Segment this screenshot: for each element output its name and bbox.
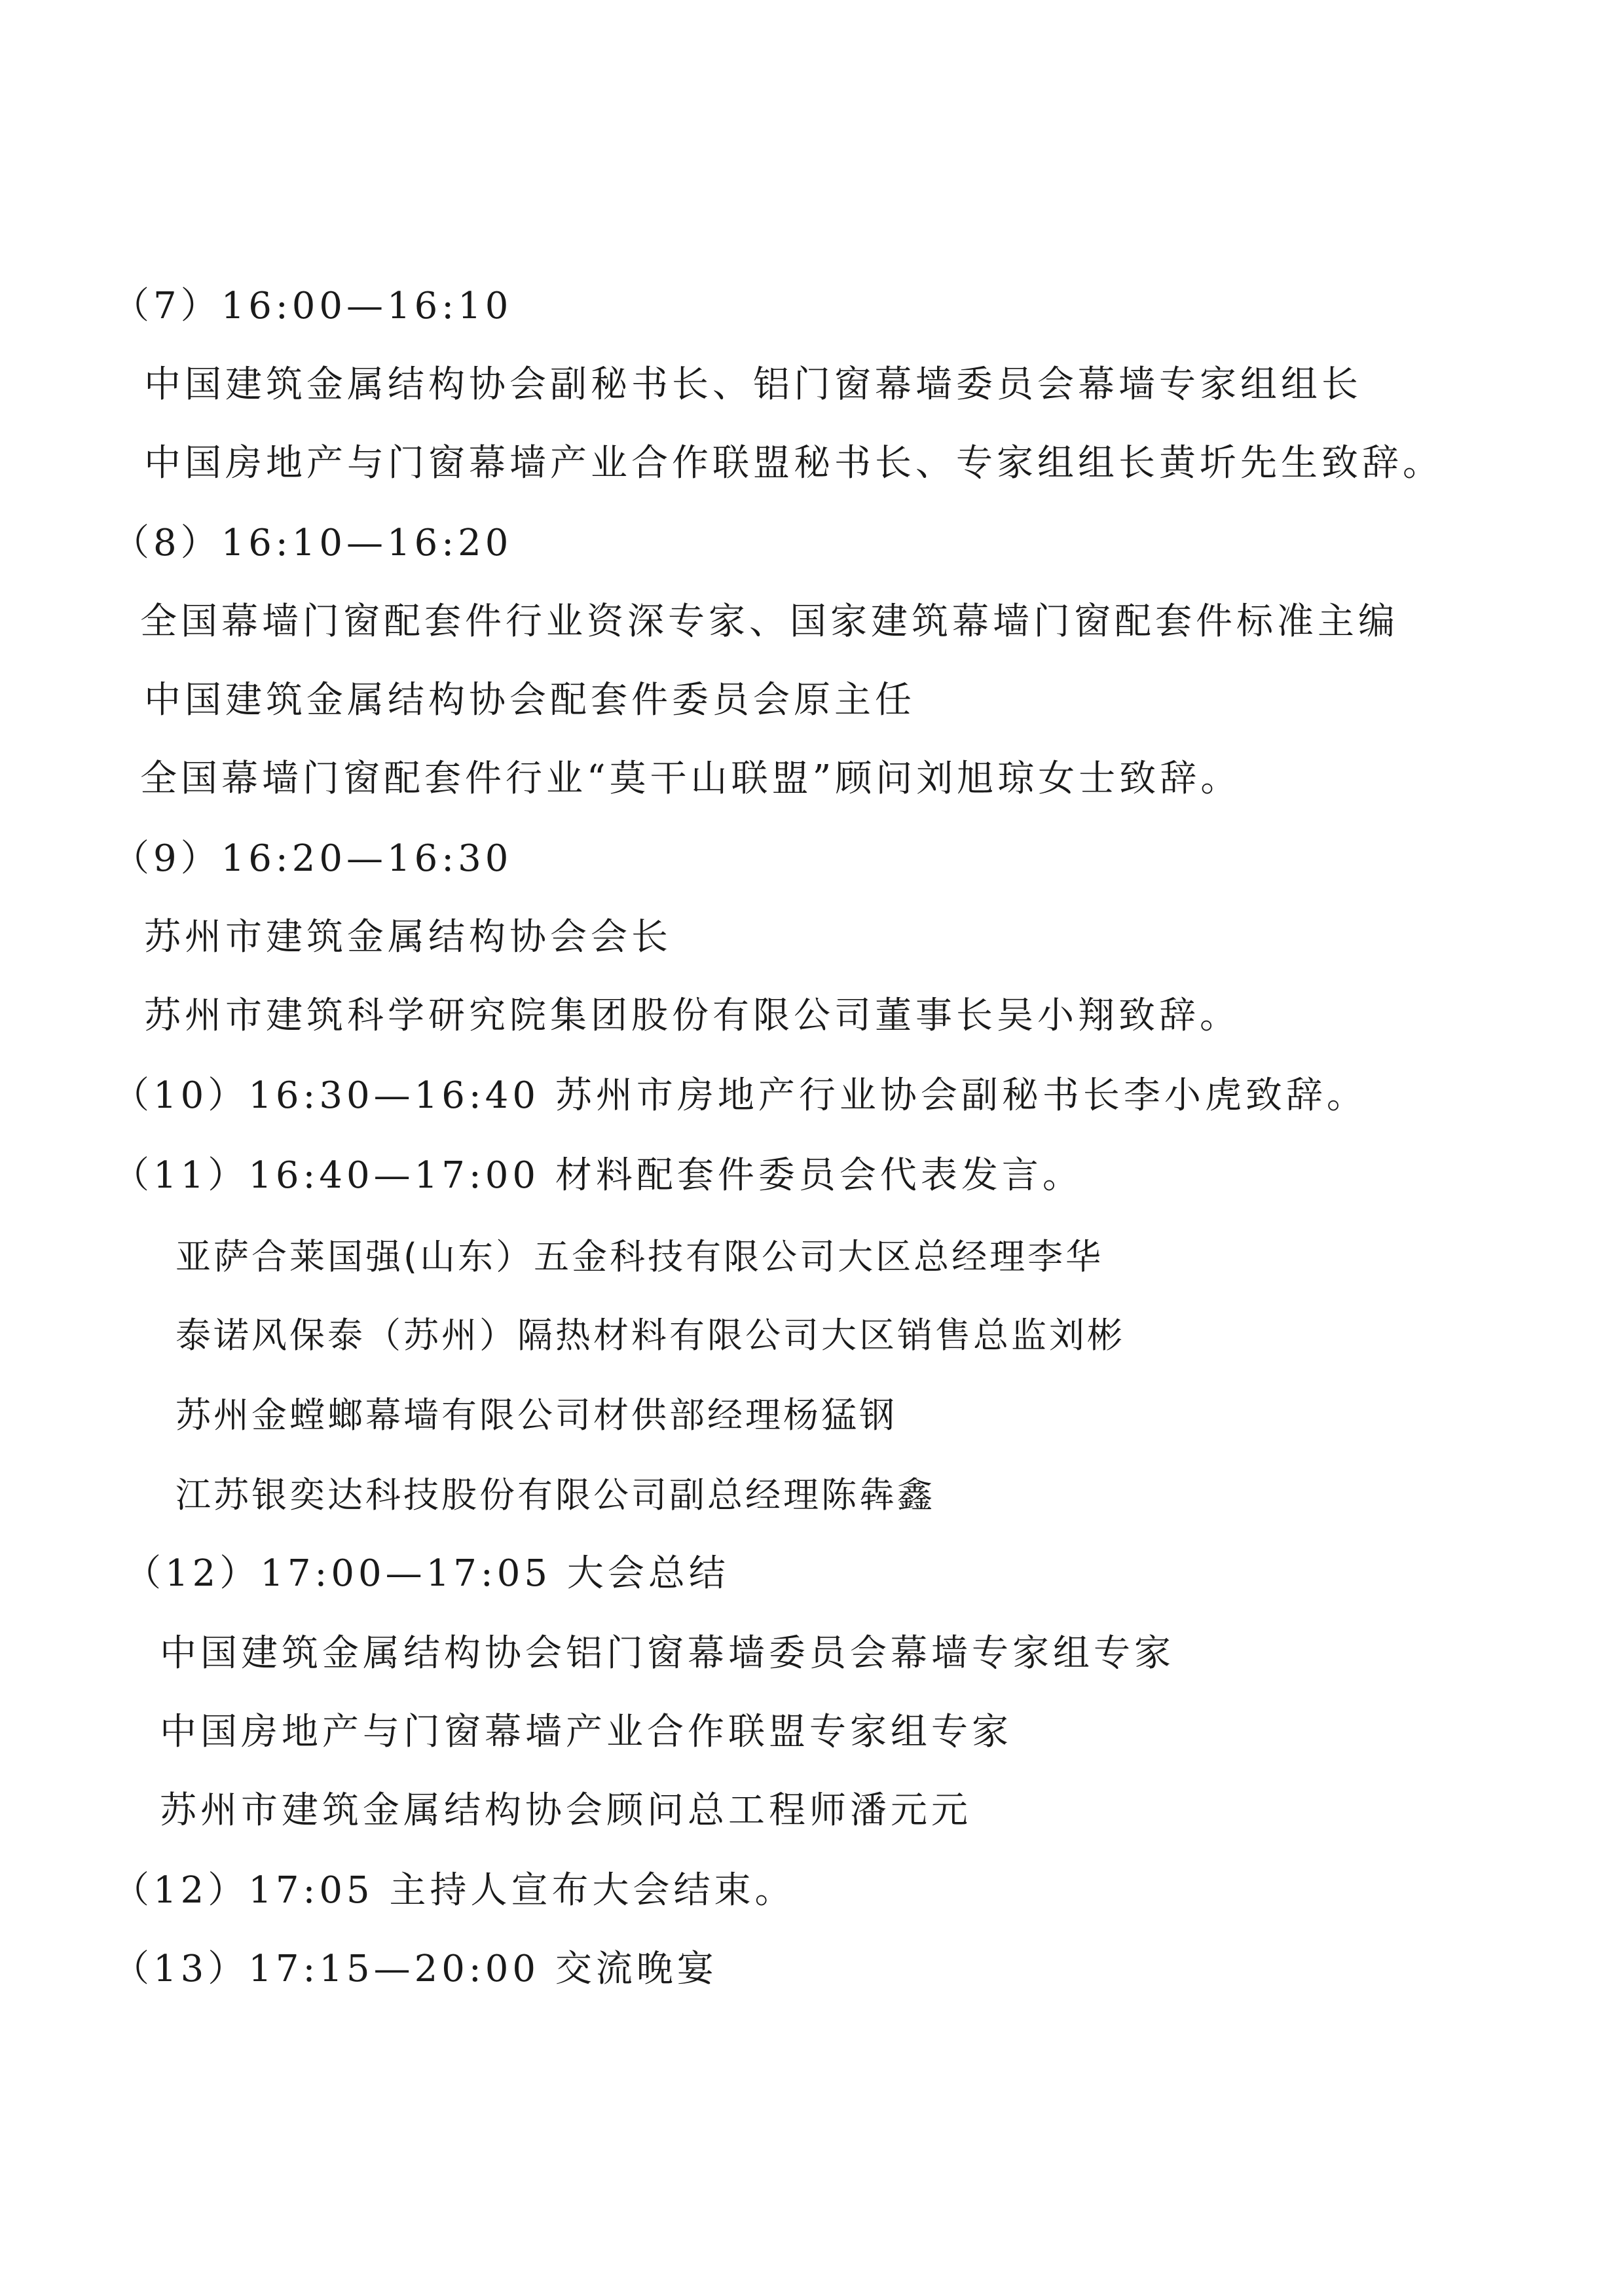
speaker-11-3: 苏州金螳螂幕墙有限公司材供部经理杨猛钢 xyxy=(175,1394,897,1436)
speaker-11-1: 亚萨合莱国强(山东）五金科技有限公司大区总经理李华 xyxy=(175,1236,1104,1277)
speaker-7-title-2: 中国房地产与门窗幕墙产业合作联盟秘书长、专家组组长黄圻先生致辞。 xyxy=(144,442,1443,484)
summary-speaker-title-3: 苏州市建筑金属结构协会顾问总工程师潘元元 xyxy=(160,1789,972,1832)
schedule-item-11: （11）16:40—17:00 材料配套件委员会代表发言。 xyxy=(113,1154,1083,1197)
schedule-item-12-summary: （12）17:00—17:05 大会总结 xyxy=(124,1552,729,1595)
summary-speaker-title-2: 中国房地产与门窗幕墙产业合作联盟专家组专家 xyxy=(160,1711,1012,1753)
speaker-11-2: 泰诺风保泰（苏州）隔热材料有限公司大区销售总监刘彬 xyxy=(175,1315,1125,1356)
schedule-item-9-time: （9）16:20—16:30 xyxy=(113,837,513,880)
speaker-11-4: 江苏银奕达科技股份有限公司副总经理陈犇鑫 xyxy=(175,1474,935,1516)
speaker-8-title-1: 全国幕墙门窗配套件行业资深专家、国家建筑幕墙门窗配套件标准主编 xyxy=(140,600,1399,643)
speaker-8-title-3: 全国幕墙门窗配套件行业“莫干山联盟”顾问刘旭琼女士致辞。 xyxy=(140,757,1242,800)
speaker-9-title-2: 苏州市建筑科学研究院集团股份有限公司董事长吴小翔致辞。 xyxy=(144,994,1240,1037)
speaker-9-title-1: 苏州市建筑金属结构协会会长 xyxy=(144,916,672,958)
speaker-8-title-2: 中国建筑金属结构协会配套件委员会原主任 xyxy=(144,679,915,721)
schedule-item-13: （13）17:15—20:00 交流晚宴 xyxy=(113,1948,718,1990)
schedule-item-12-closing: （12）17:05 主持人宣布大会结束。 xyxy=(113,1869,796,1912)
speaker-7-title-1: 中国建筑金属结构协会副秘书长、铝门窗幕墙委员会幕墙专家组组长 xyxy=(144,363,1362,406)
schedule-item-7-time: （7）16:00—16:10 xyxy=(113,285,513,327)
schedule-item-8-time: （8）16:10—16:20 xyxy=(113,522,513,564)
summary-speaker-title-1: 中国建筑金属结构协会铝门窗幕墙委员会幕墙专家组专家 xyxy=(160,1632,1175,1675)
schedule-item-10: （10）16:30—16:40 苏州市房地产行业协会副秘书长李小虎致辞。 xyxy=(113,1074,1367,1117)
